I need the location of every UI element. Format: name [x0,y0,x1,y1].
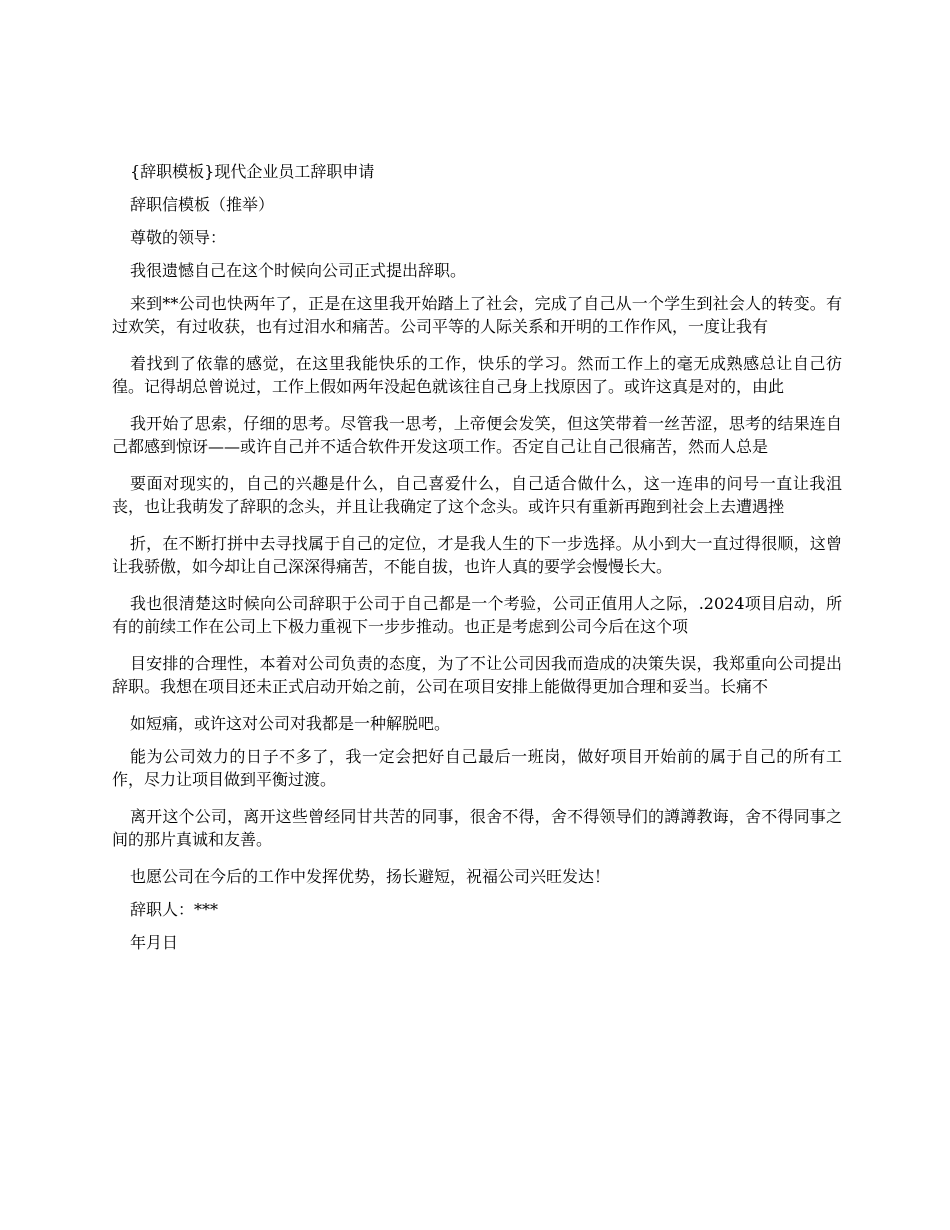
paragraph: 我开始了思索，仔细的思考。尽管我一思考，上帝便会发笑，但这笑带着一丝苦涩，思考的结果连自己都感到惊讶——或许自己并不适合软件开发这项工作。否定自己让自己很痛苦，然而人总是 [112,414,842,456]
paragraph: 要面对现实的，自己的兴趣是什么，自己喜爱什么，自己适合做什么，这一连串的问号一直让我沮丧，也让我萌发了辞职的念头，并且让我确定了这个念头。或许只有重新再跑到社会上去遭遇挫 [112,474,842,516]
paragraph: 我很遗憾自己在这个时候向公司正式提出辞职。 [130,261,467,280]
document-subtitle: 辞职信模板（推举） [130,195,275,214]
paragraph: 如短痛，或许这对公司对我都是一种解脱吧。 [130,714,451,733]
paragraph: 我也很清楚这时候向公司辞职于公司于自己都是一个考验，公司正值用人之际，.2024项目启动，所有的前续工作在公司上下极力重视下一步步推动。也正是考虑到公司今后在这个项 [112,594,842,636]
document-body [112,160,842,964]
paragraph: 折，在不断打拼中去寻找属于自己的定位，才是我人生的下一步选择。从小到大一直过得很顺，这曾让我骄傲，如今却让自己深深得痛苦，不能自拔，也许人真的要学会慢慢长大。 [112,534,842,576]
paragraph: 来到**公司也快两年了，正是在这里我开始踏上了社会，完成了自己从一个学生到社会人的转变。有过欢笑，有过收获，也有过泪水和痛苦。公司平等的人际关系和开明的工作作风，一度让我有 [112,294,842,336]
document-title: {辞职模板}现代企业员工辞职申请 [130,162,375,181]
paragraph: 着找到了依靠的感觉，在这里我能快乐的工作，快乐的学习。然而工作上的毫无成熟感总让自己彷徨。记得胡总曾说过，工作上假如两年没起色就该往自己身上找原因了。或许这真是对的，由此 [112,354,842,396]
paragraph: 也愿公司在今后的工作中发挥优势，扬长避短，祝福公司兴旺发达！ [130,867,611,886]
salutation: 尊敬的领导： [130,228,227,247]
paragraph: 能为公司效力的日子不多了，我一定会把好自己最后一班岗，做好项目开始前的属于自己的所有工作，尽力让项目做到平衡过渡。 [112,747,842,789]
date-line: 年月日 [130,933,179,952]
signature: 辞职人：*** [130,900,219,919]
paragraph: 离开这个公司，离开这些曾经同甘共苦的同事，很舍不得，舍不得领导们的譐譐教诲，舍不得同事之间的那片真诚和友善。 [112,807,842,849]
paragraph: 目安排的合理性，本着对公司负责的态度，为了不让公司因我而造成的决策失误，我郑重向公司提出辞职。我想在项目还未正式启动开始之前，公司在项目安排上能做得更加合理和妥当。长痛不 [112,654,842,696]
